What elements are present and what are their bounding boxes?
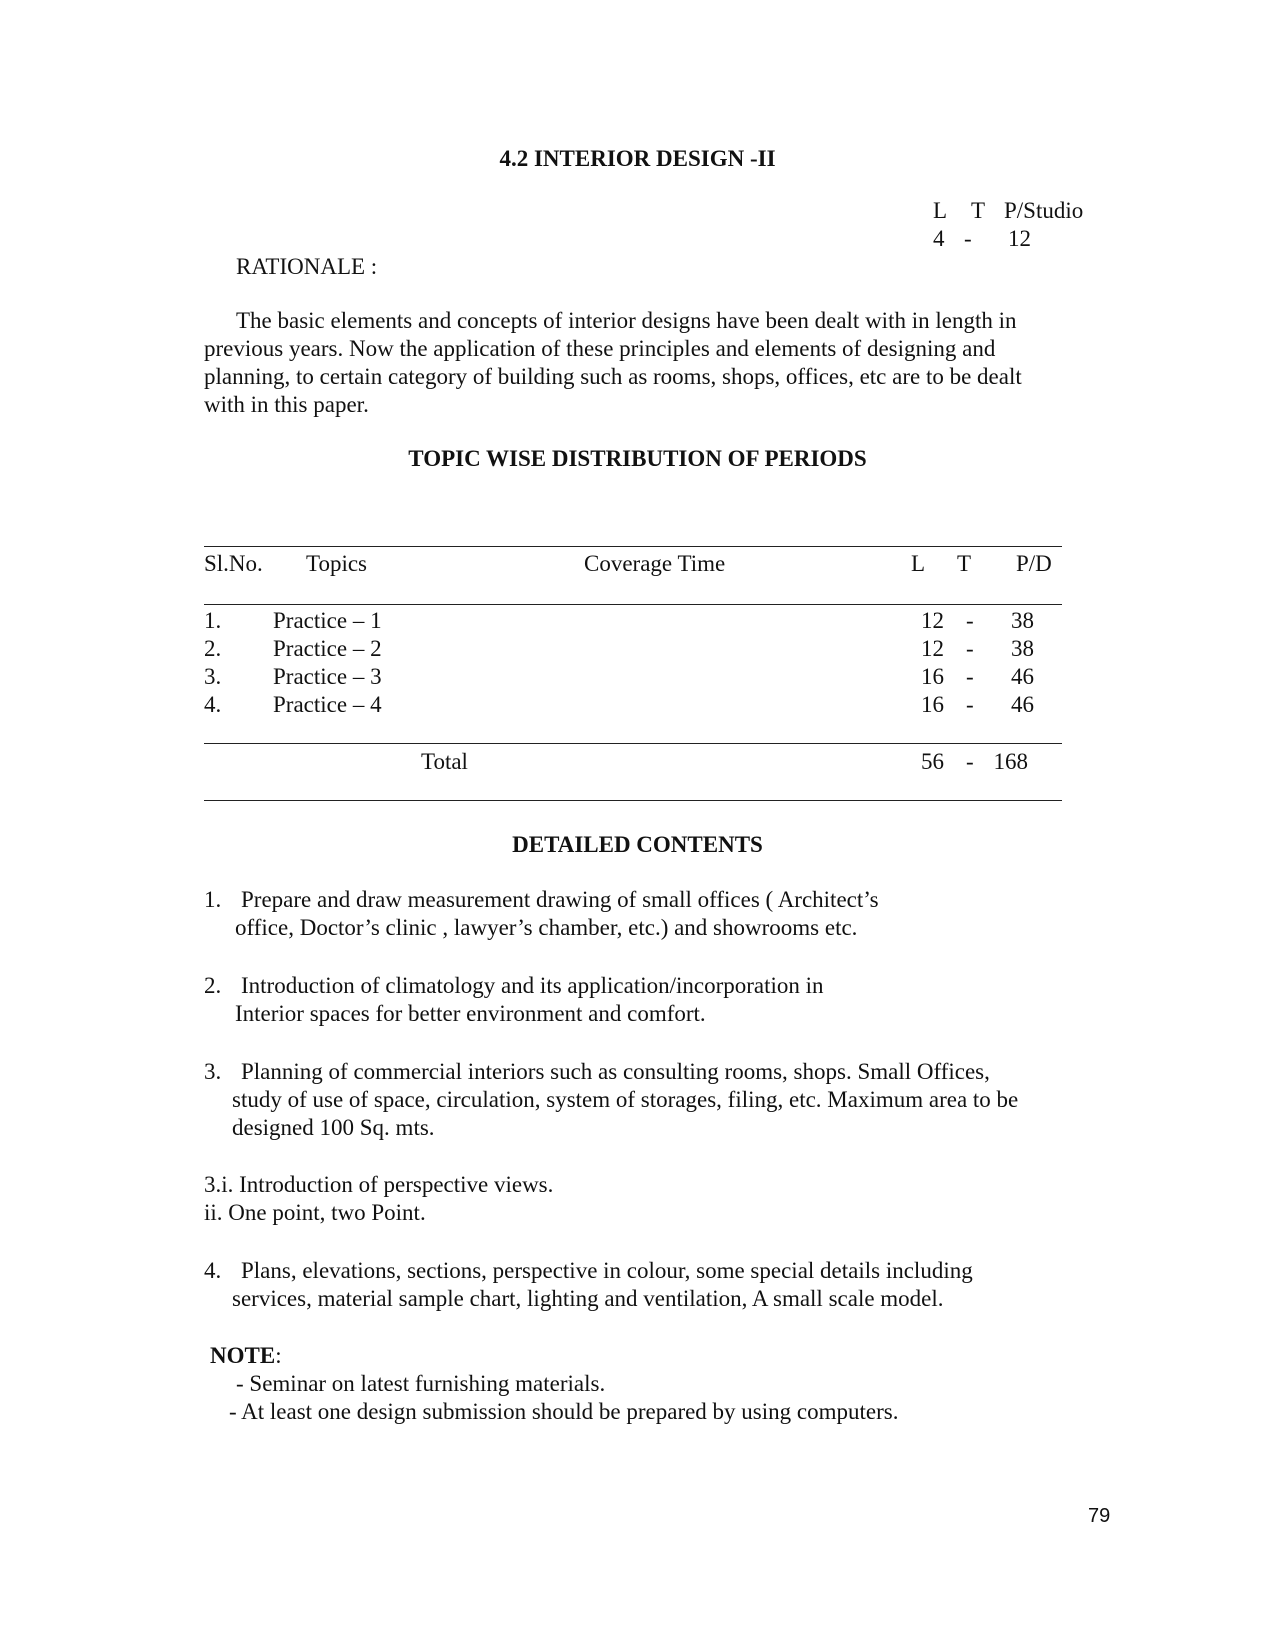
item-line: designed 100 Sq. mts.: [232, 1115, 435, 1140]
row-t: -: [966, 692, 974, 717]
item-number: 4.: [204, 1258, 222, 1283]
row-t: -: [966, 664, 974, 689]
note-label: NOTE: [210, 1343, 276, 1368]
row-pd: 46: [1011, 692, 1034, 717]
item-number: 2.: [204, 973, 222, 998]
row-topic: Practice – 1: [273, 608, 382, 633]
ltp-value-l: 4: [933, 226, 945, 251]
ltp-value-t: -: [964, 226, 972, 251]
row-t: -: [966, 636, 974, 661]
distribution-heading: TOPIC WISE DISTRIBUTION OF PERIODS: [408, 446, 867, 471]
total-l: 56: [921, 749, 944, 774]
table-rule-header: [204, 604, 1062, 605]
note-item: - At least one design submission should be prepared by using computers.: [229, 1399, 899, 1424]
ltp-header-t: T: [971, 198, 986, 223]
row-l: 16: [921, 664, 944, 689]
ltp-header-p: P/Studio: [1004, 198, 1084, 223]
row-number: 2.: [204, 636, 222, 661]
col-header-topics: Topics: [306, 551, 367, 576]
col-header-slno: Sl.No.: [204, 551, 263, 576]
row-number: 3.: [204, 664, 222, 689]
total-t: -: [966, 749, 974, 774]
item-line: ii. One point, two Point.: [204, 1200, 426, 1225]
item-line: Introduction of climatology and its application/incorporation in: [241, 973, 824, 998]
page-number: 79: [1088, 1505, 1111, 1527]
note-colon: :: [275, 1343, 282, 1368]
rationale-line: with in this paper.: [204, 392, 369, 417]
item-line: Planning of commercial interiors such as consulting rooms, shops. Small Offices,: [241, 1059, 990, 1084]
col-header-t: T: [957, 551, 972, 576]
rationale-line: previous years. Now the application of these principles and elements of designing and: [204, 336, 996, 361]
item-line: 3.i. Introduction of perspective views.: [204, 1172, 554, 1197]
ltp-value-p: 12: [1008, 226, 1031, 251]
row-topic: Practice – 3: [273, 664, 382, 689]
table-rule-bottom: [204, 800, 1062, 801]
table-rule-top: [204, 546, 1062, 547]
item-line: study of use of space, circulation, system of storages, filing, etc. Maximum area to be: [232, 1087, 1019, 1112]
row-topic: Practice – 2: [273, 636, 382, 661]
col-header-pd: P/D: [1016, 551, 1052, 576]
contents-heading: DETAILED CONTENTS: [512, 832, 763, 857]
ltp-header-l: L: [933, 198, 948, 223]
note-item: - Seminar on latest furnishing materials.: [236, 1371, 606, 1396]
row-number: 1.: [204, 608, 222, 633]
row-l: 12: [921, 636, 944, 661]
total-label: Total: [421, 749, 468, 774]
row-l: 16: [921, 692, 944, 717]
col-header-coverage: Coverage Time: [584, 551, 726, 576]
item-line: Plans, elevations, sections, perspective in colour, some special details including: [241, 1258, 973, 1283]
row-number: 4.: [204, 692, 222, 717]
note-heading: [210, 1342, 282, 1370]
page-title: 4.2 INTERIOR DESIGN -II: [499, 146, 776, 171]
item-line: office, Doctor’s clinic , lawyer’s chamber, etc.) and showrooms etc.: [235, 915, 858, 940]
col-header-l: L: [911, 551, 926, 576]
rationale-line: planning, to certain category of building such as rooms, shops, offices, etc are to be dealt: [204, 364, 1022, 389]
row-pd: 38: [1011, 636, 1034, 661]
item-number: 3.: [204, 1059, 222, 1084]
row-pd: 46: [1011, 664, 1034, 689]
rationale-heading: RATIONALE :: [236, 254, 378, 279]
row-t: -: [966, 608, 974, 633]
item-line: services, material sample chart, lighting and ventilation, A small scale model.: [232, 1286, 944, 1311]
row-pd: 38: [1011, 608, 1034, 633]
item-number: 1.: [204, 887, 222, 912]
item-line: Interior spaces for better environment and comfort.: [235, 1001, 706, 1026]
row-l: 12: [921, 608, 944, 633]
rationale-line: The basic elements and concepts of interior designs have been dealt with in length in: [236, 308, 1017, 333]
total-pd: 168: [993, 749, 1028, 774]
table-rule-total: [204, 743, 1062, 744]
row-topic: Practice – 4: [273, 692, 382, 717]
item-line: Prepare and draw measurement drawing of small offices ( Architect’s: [241, 887, 879, 912]
